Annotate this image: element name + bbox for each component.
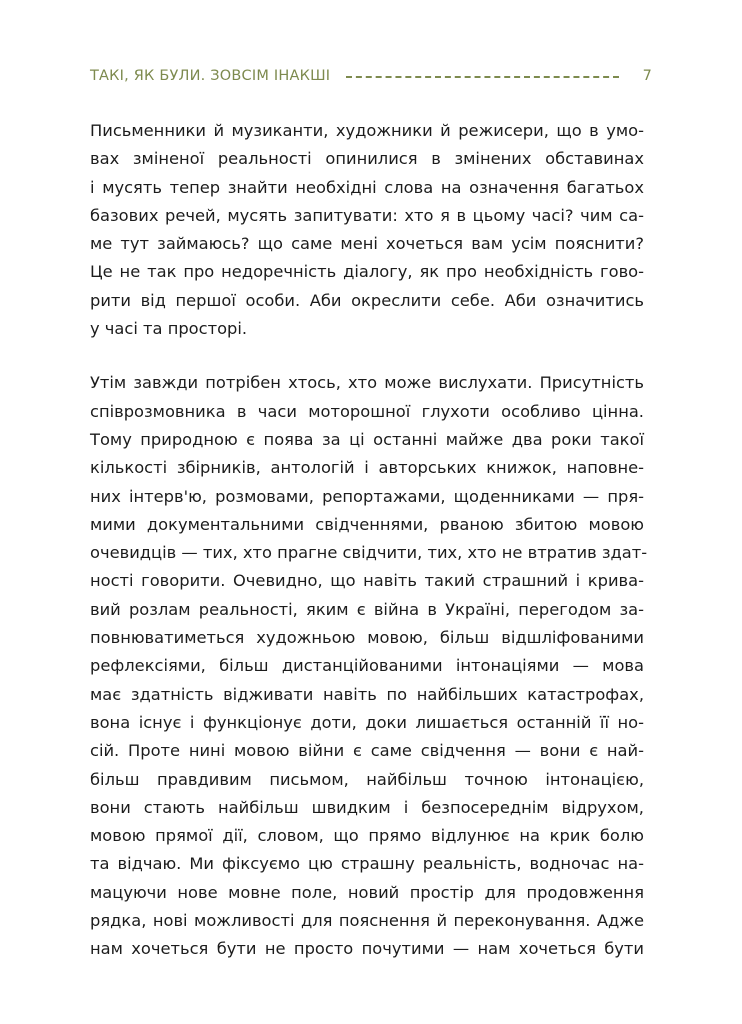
paragraph-1 xyxy=(90,117,644,343)
dashed-rule xyxy=(346,76,618,78)
text-line: ме тут займаюсь? що саме мені хочеться вам усім пояснити? xyxy=(90,234,644,254)
text-line: мими документальними свідченнями, рваною збитою мовою xyxy=(90,514,644,534)
text-line: кількості збірників, антологій і авторських книжок, наповне- xyxy=(90,458,644,478)
text-line: та відчаю. Ми фіксуємо цю страшну реальність, водночас на- xyxy=(90,854,644,874)
running-title: ТАКІ, ЯК БУЛИ. ЗОВСІМ ІНАКШІ xyxy=(90,68,331,84)
text-line: вони стають найбільш швидким і безпосереднім відрухом, xyxy=(90,797,644,817)
text-line: повнюватиметься художньою мовою, більш відшліфованими xyxy=(90,628,644,648)
text-line: очевидців — тих, хто прагне свідчити, тих, хто не втратив здат- xyxy=(90,543,648,563)
text-line: Утім завжди потрібен хтось, хто може вислухати. Присутність xyxy=(90,373,644,393)
text-line: рядка, нові можливості для пояснення й переконування. Адже xyxy=(90,911,644,931)
text-line: і мусять тепер знайти необхідні слова на означення багатьох xyxy=(90,177,644,197)
text-line: базових речей, мусять запитувати: хто я в цьому часі? чим са- xyxy=(90,205,644,225)
text-line: вий розлам реальності, яким є війна в Україні, перегодом за- xyxy=(90,599,644,619)
text-line: сій. Проте нині мовою війни є саме свідчення — вони є най- xyxy=(90,741,644,761)
body-text xyxy=(90,117,648,964)
text-line: рити від першої особи. Аби окреслити себе. Аби означитись xyxy=(90,290,644,310)
text-line: них інтерв'ю, розмовами, репортажами, щоденниками — пря- xyxy=(90,486,644,506)
text-line: вона існує і функціонує доти, доки лишається останній її но- xyxy=(90,712,644,732)
page-number: 7 xyxy=(642,68,652,84)
text-line: у часі та просторі. xyxy=(90,319,248,339)
running-header xyxy=(90,66,652,86)
text-line: ності говорити. Очевидно, що навіть такий страшний і крива- xyxy=(90,571,644,591)
text-line: Письменники й музиканти, художники й режисери, що в умо- xyxy=(90,121,644,140)
text-line: Тому природною є поява за ці останні майже два роки такої xyxy=(90,429,644,449)
text-line: мацуючи нове мовне поле, новий простір для продовження xyxy=(90,882,644,902)
paragraph-2 xyxy=(90,369,648,963)
text-line: має здатність відживати навіть по найбільших катастрофах, xyxy=(90,684,644,704)
text-line: Це не так про недоречність діалогу, як про необхідність гово- xyxy=(90,262,644,282)
text-line: мовою прямої дії, словом, що прямо відлунює на крик болю xyxy=(90,826,644,846)
text-line: рефлексіями, більш дистанційованими інтонаціями — мова xyxy=(90,656,644,676)
text-line: нам хочеться бути не просто почутими — нам хочеться бути xyxy=(90,939,644,959)
text-line: більш правдивим письмом, найбільш точною інтонацією, xyxy=(90,769,644,789)
text-line: співрозмовника в часи моторошної глухоти особливо цінна. xyxy=(90,401,644,421)
text-line: вах зміненої реальності опинилися в змінених обставинах xyxy=(90,149,644,169)
